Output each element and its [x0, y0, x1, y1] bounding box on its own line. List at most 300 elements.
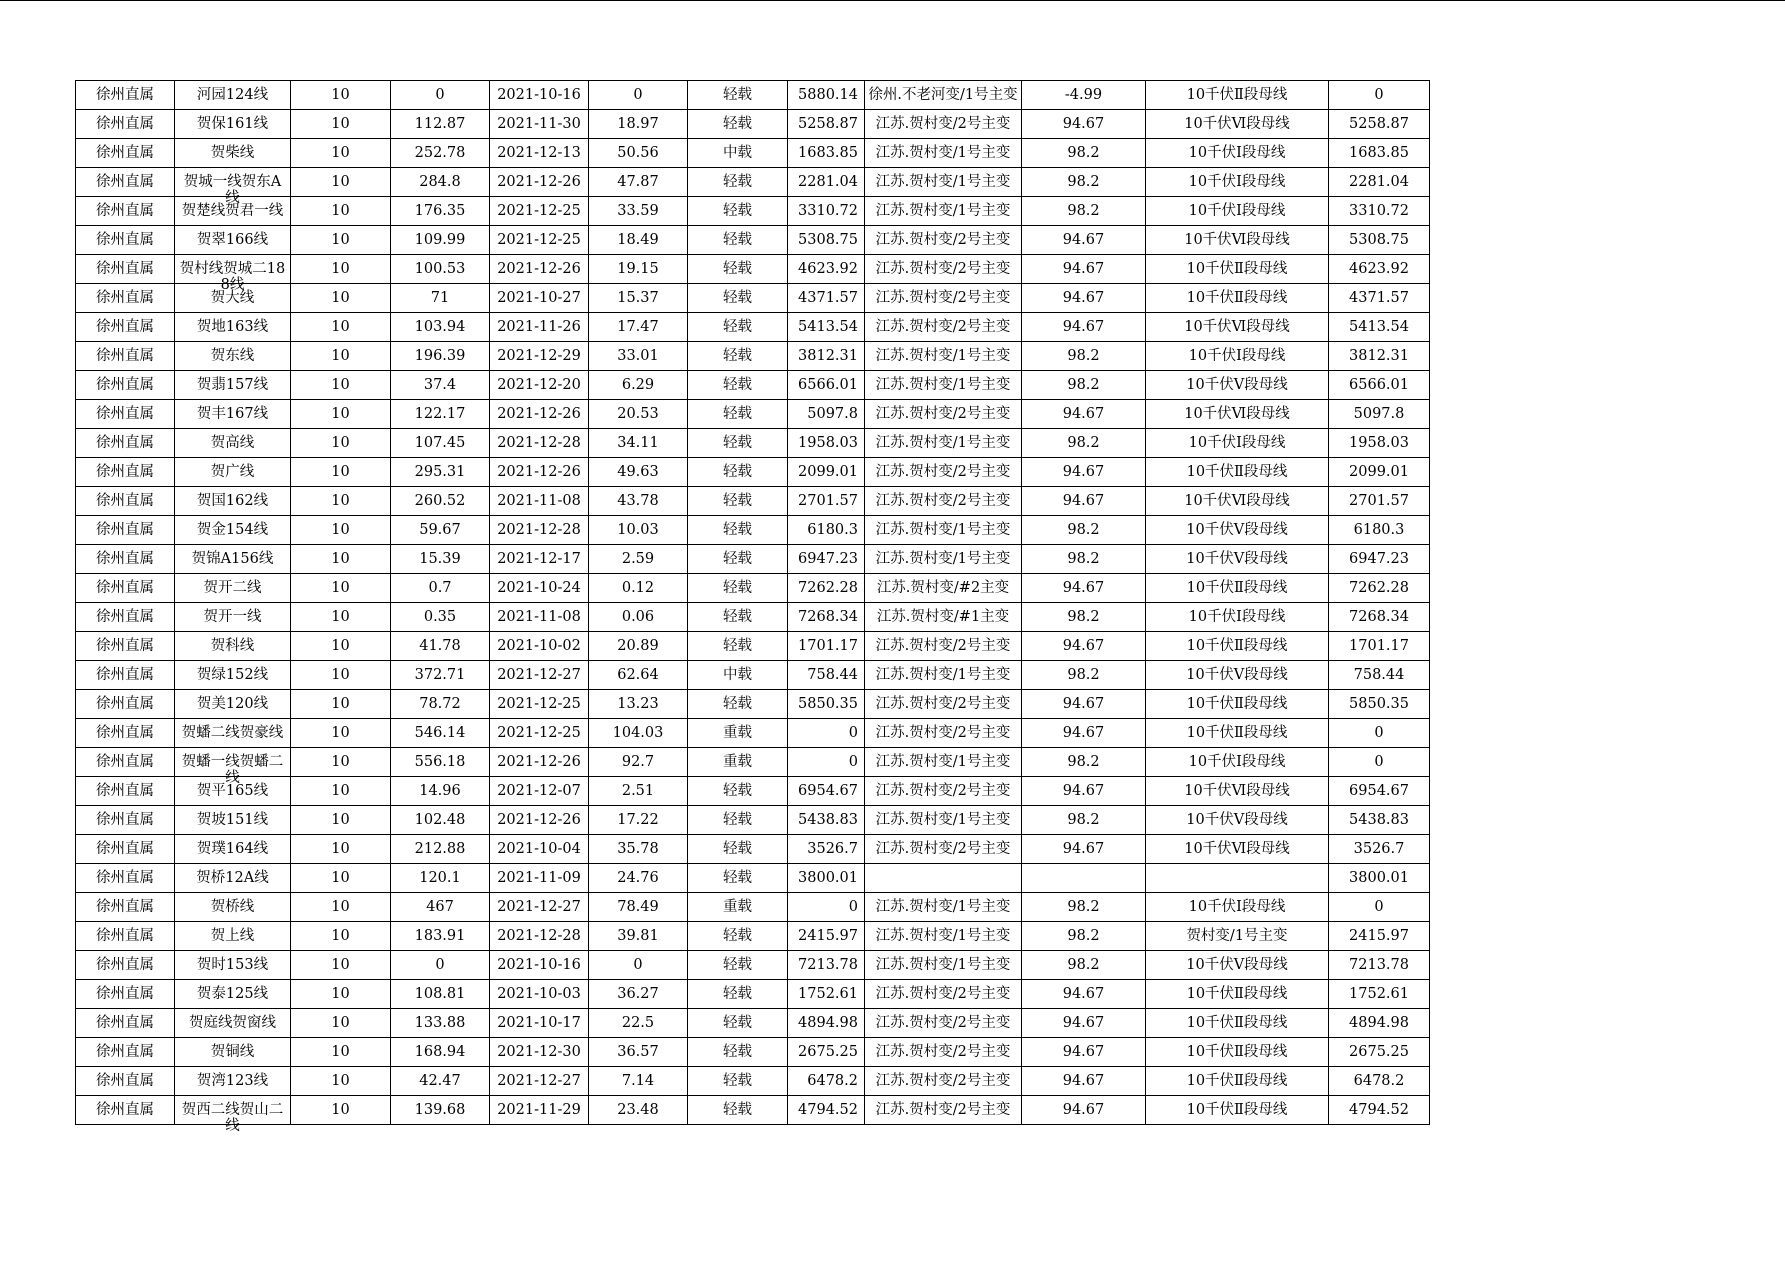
available-cell	[1329, 197, 1430, 226]
transformer-cell	[865, 168, 1022, 197]
busbar-cell	[1146, 168, 1329, 197]
available-cell	[1329, 371, 1430, 400]
date-cell	[490, 139, 589, 168]
line-name-text: 贺高线	[210, 435, 255, 451]
transformer-text: 江苏.贺村变/2号主变	[875, 696, 1011, 712]
load-rate-text: 2.59	[621, 551, 655, 567]
transformer-cell	[865, 893, 1022, 922]
available-text: 758.44	[1353, 667, 1405, 683]
capacity-cell	[788, 1096, 865, 1125]
load-rate-cell	[589, 458, 688, 487]
unit-cell	[76, 313, 175, 342]
date-text: 2021-11-09	[497, 870, 581, 886]
line-name-text: 贺金154线	[196, 522, 269, 538]
unit-text: 徐州直属	[96, 319, 154, 335]
line-name-cell	[175, 806, 291, 835]
load-rate-text: 15.37	[617, 290, 659, 306]
busbar-cell	[1146, 632, 1329, 661]
voltage-text: 10	[331, 783, 350, 799]
available-cell	[1329, 719, 1430, 748]
value-cell	[1022, 545, 1146, 574]
load-level-text: 重载	[723, 725, 752, 741]
voltage-text: 10	[331, 928, 350, 944]
load-level-text: 轻载	[723, 609, 752, 625]
current-cell	[391, 864, 490, 893]
busbar-cell	[1146, 81, 1329, 110]
unit-text: 徐州直属	[96, 957, 154, 973]
transformer-cell	[865, 922, 1022, 951]
unit-cell	[76, 893, 175, 922]
current-cell	[391, 458, 490, 487]
date-cell	[490, 226, 589, 255]
unit-text: 徐州直属	[96, 232, 154, 248]
voltage-text: 10	[331, 1073, 350, 1089]
line-name-text: 贺保161线	[196, 116, 269, 132]
load-rate-text: 18.49	[617, 232, 659, 248]
date-text: 2021-12-17	[497, 551, 581, 567]
load-rate-text: 18.97	[617, 116, 659, 132]
date-cell	[490, 603, 589, 632]
unit-text: 徐州直属	[96, 1102, 154, 1118]
busbar-cell	[1146, 719, 1329, 748]
available-cell	[1329, 226, 1430, 255]
value-text: 94.67	[1062, 493, 1105, 509]
date-cell	[490, 951, 589, 980]
value-cell	[1022, 574, 1146, 603]
capacity-text: 5850.35	[798, 696, 858, 712]
capacity-text: 2415.97	[798, 928, 858, 944]
unit-text: 徐州直属	[96, 725, 154, 741]
busbar-text: 10千伏Ⅵ段母线	[1184, 841, 1290, 857]
capacity-cell	[788, 226, 865, 255]
current-cell	[391, 719, 490, 748]
load-level-cell	[688, 342, 788, 371]
transformer-cell	[865, 139, 1022, 168]
value-text: 98.2	[1067, 435, 1100, 451]
busbar-cell	[1146, 110, 1329, 139]
available-text: 6566.01	[1349, 377, 1409, 393]
load-rate-text: 36.27	[617, 986, 659, 1002]
voltage-text: 10	[331, 754, 350, 770]
load-level-cell	[688, 690, 788, 719]
table-row	[76, 284, 1430, 313]
current-text: 546.14	[414, 725, 466, 741]
date-text: 2021-10-16	[497, 957, 581, 973]
busbar-cell	[1146, 487, 1329, 516]
busbar-text: 10千伏Ⅵ段母线	[1184, 783, 1290, 799]
line-name-text: 贺地163线	[196, 319, 269, 335]
voltage-cell	[291, 313, 391, 342]
table-row	[76, 893, 1430, 922]
transformer-text	[867, 864, 1019, 892]
available-text: 7262.28	[1349, 580, 1409, 596]
voltage-cell	[291, 429, 391, 458]
available-cell	[1329, 835, 1430, 864]
load-rate-text: 78.49	[617, 899, 659, 915]
value-cell	[1022, 661, 1146, 690]
capacity-text: 6478.2	[807, 1073, 858, 1089]
value-cell	[1022, 806, 1146, 835]
table-row	[76, 342, 1430, 371]
value-cell	[1022, 429, 1146, 458]
load-level-cell	[688, 400, 788, 429]
voltage-text: 10	[331, 696, 350, 712]
current-text: 0	[435, 957, 445, 973]
current-cell	[391, 574, 490, 603]
value-cell	[1022, 603, 1146, 632]
value-text: 94.67	[1062, 725, 1105, 741]
table-body	[76, 81, 1430, 1134]
date-text: 2021-12-27	[497, 1073, 581, 1089]
transformer-text: 江苏.贺村变/1号主变	[875, 377, 1011, 393]
value-text: 94.67	[1062, 841, 1105, 857]
capacity-text: 0	[848, 899, 858, 915]
capacity-text: 3800.01	[798, 870, 858, 886]
value-text: 98.2	[1067, 203, 1100, 219]
line-name-text: 贺西二线贺山二线	[181, 1102, 284, 1134]
capacity-cell	[788, 1038, 865, 1067]
load-level-text: 轻载	[723, 638, 752, 654]
load-rate-text: 6.29	[621, 377, 655, 393]
load-level-cell	[688, 371, 788, 400]
busbar-text: 10千伏Ⅴ段母线	[1186, 667, 1288, 683]
load-level-text: 轻载	[723, 928, 752, 944]
voltage-cell	[291, 1038, 391, 1067]
transformer-cell	[865, 429, 1022, 458]
available-cell	[1329, 1067, 1430, 1096]
transformer-text: 江苏.贺村变/1号主变	[875, 957, 1011, 973]
date-text: 2021-12-28	[497, 928, 581, 944]
available-text: 5308.75	[1349, 232, 1409, 248]
busbar-text: 10千伏Ⅱ段母线	[1186, 638, 1288, 654]
voltage-text: 10	[331, 667, 350, 683]
value-text: 94.67	[1062, 464, 1105, 480]
date-cell	[490, 313, 589, 342]
current-cell	[391, 545, 490, 574]
available-text: 3526.7	[1353, 841, 1405, 857]
capacity-cell	[788, 806, 865, 835]
current-text: 78.72	[419, 696, 461, 712]
busbar-cell	[1146, 603, 1329, 632]
capacity-text: 5308.75	[798, 232, 858, 248]
load-level-cell	[688, 429, 788, 458]
available-cell	[1329, 980, 1430, 1009]
busbar-cell	[1146, 197, 1329, 226]
line-name-text: 贺翡157线	[196, 377, 269, 393]
table-row	[76, 1096, 1430, 1125]
date-text: 2021-11-08	[497, 493, 581, 509]
unit-text: 徐州直属	[96, 145, 154, 161]
current-text: 15.39	[419, 551, 461, 567]
date-cell	[490, 777, 589, 806]
transformer-cell	[865, 400, 1022, 429]
transformer-text: 徐州.不老河变/1号主变	[868, 87, 1018, 103]
transformer-text: 江苏.贺村变/2号主变	[875, 319, 1011, 335]
date-text: 2021-12-26	[497, 812, 581, 828]
capacity-cell	[788, 748, 865, 777]
date-text: 2021-12-27	[497, 899, 581, 915]
value-cell	[1022, 1067, 1146, 1096]
value-cell	[1022, 777, 1146, 806]
load-level-cell	[688, 1096, 788, 1125]
line-name-text: 贺科线	[210, 638, 255, 654]
available-text: 1958.03	[1349, 435, 1409, 451]
available-cell	[1329, 487, 1430, 516]
date-text: 2021-11-26	[497, 319, 581, 335]
load-level-cell	[688, 1067, 788, 1096]
load-level-text: 重载	[723, 899, 752, 915]
unit-text: 徐州直属	[96, 928, 154, 944]
available-text: 3812.31	[1349, 348, 1409, 364]
transformer-cell	[865, 574, 1022, 603]
line-name-cell	[175, 226, 291, 255]
available-text: 4794.52	[1349, 1102, 1409, 1118]
date-text: 2021-12-30	[497, 1044, 581, 1060]
date-cell	[490, 922, 589, 951]
available-text: 4894.98	[1349, 1015, 1409, 1031]
transformer-cell	[865, 197, 1022, 226]
unit-text: 徐州直属	[96, 667, 154, 683]
unit-cell	[76, 1009, 175, 1038]
value-cell	[1022, 922, 1146, 951]
line-name-cell	[175, 835, 291, 864]
available-text: 7213.78	[1349, 957, 1409, 973]
current-cell	[391, 342, 490, 371]
transformer-cell	[865, 806, 1022, 835]
table-row	[76, 922, 1430, 951]
load-rate-text: 10.03	[617, 522, 659, 538]
value-text: 98.2	[1067, 145, 1100, 161]
value-cell	[1022, 110, 1146, 139]
available-cell	[1329, 690, 1430, 719]
value-text: 98.2	[1067, 348, 1100, 364]
date-cell	[490, 835, 589, 864]
date-text: 2021-11-08	[497, 609, 581, 625]
available-cell	[1329, 632, 1430, 661]
voltage-cell	[291, 748, 391, 777]
date-text: 2021-12-26	[497, 754, 581, 770]
unit-cell	[76, 139, 175, 168]
load-rate-cell	[589, 516, 688, 545]
transformer-text: 江苏.贺村变/2号主变	[875, 261, 1011, 277]
load-level-cell	[688, 516, 788, 545]
value-cell	[1022, 748, 1146, 777]
value-cell	[1022, 719, 1146, 748]
load-rate-text: 92.7	[621, 754, 655, 770]
table-row	[76, 951, 1430, 980]
current-cell	[391, 400, 490, 429]
unit-text: 徐州直属	[96, 638, 154, 654]
busbar-cell	[1146, 864, 1329, 893]
capacity-cell	[788, 1067, 865, 1096]
table-row	[76, 458, 1430, 487]
load-level-text: 轻载	[723, 319, 752, 335]
capacity-text: 3310.72	[798, 203, 858, 219]
load-level-text: 轻载	[723, 841, 752, 857]
capacity-text: 7213.78	[798, 957, 858, 973]
busbar-cell	[1146, 835, 1329, 864]
busbar-text: 10千伏Ⅴ段母线	[1186, 377, 1288, 393]
load-level-cell	[688, 1038, 788, 1067]
available-text: 5413.54	[1349, 319, 1409, 335]
value-cell	[1022, 893, 1146, 922]
table-row	[76, 371, 1430, 400]
transformer-text: 江苏.贺村变/2号主变	[875, 1102, 1011, 1118]
transformer-text: 江苏.贺村变/1号主变	[875, 667, 1011, 683]
load-rate-cell	[589, 922, 688, 951]
voltage-text: 10	[331, 203, 350, 219]
voltage-cell	[291, 922, 391, 951]
value-text: 98.2	[1067, 174, 1100, 190]
voltage-cell	[291, 690, 391, 719]
value-text: 98.2	[1067, 957, 1100, 973]
unit-cell	[76, 1038, 175, 1067]
current-cell	[391, 313, 490, 342]
unit-text: 徐州直属	[96, 899, 154, 915]
date-cell	[490, 574, 589, 603]
unit-text: 徐州直属	[96, 203, 154, 219]
busbar-text: 10千伏Ⅴ段母线	[1186, 522, 1288, 538]
line-name-cell	[175, 1038, 291, 1067]
busbar-cell	[1146, 574, 1329, 603]
transformer-cell	[865, 748, 1022, 777]
current-cell	[391, 893, 490, 922]
line-name-text: 贺铜线	[210, 1044, 255, 1060]
value-cell	[1022, 1038, 1146, 1067]
current-cell	[391, 777, 490, 806]
capacity-text: 2701.57	[798, 493, 858, 509]
transformer-text: 江苏.贺村变/2号主变	[875, 638, 1011, 654]
current-cell	[391, 951, 490, 980]
voltage-text: 10	[331, 348, 350, 364]
table-row	[76, 255, 1430, 284]
unit-cell	[76, 1096, 175, 1125]
voltage-cell	[291, 864, 391, 893]
line-name-text: 贺翠166线	[196, 232, 269, 248]
capacity-cell	[788, 893, 865, 922]
current-text: 556.18	[414, 754, 466, 770]
load-level-cell	[688, 255, 788, 284]
busbar-cell	[1146, 342, 1329, 371]
date-text: 2021-12-07	[497, 783, 581, 799]
load-rate-cell	[589, 632, 688, 661]
busbar-cell	[1146, 777, 1329, 806]
transformer-cell	[865, 226, 1022, 255]
transformer-cell	[865, 1009, 1022, 1038]
load-rate-cell	[589, 603, 688, 632]
transformer-text: 江苏.贺村变/1号主变	[875, 812, 1011, 828]
table-row	[76, 719, 1430, 748]
busbar-cell	[1146, 516, 1329, 545]
transformer-text: 江苏.贺村变/2号主变	[875, 1044, 1011, 1060]
available-cell	[1329, 429, 1430, 458]
busbar-cell	[1146, 980, 1329, 1009]
busbar-text: 10千伏Ⅰ段母线	[1188, 609, 1286, 625]
capacity-text: 4794.52	[798, 1102, 858, 1118]
table-row	[76, 313, 1430, 342]
current-cell	[391, 690, 490, 719]
unit-cell	[76, 545, 175, 574]
line-name-cell	[175, 574, 291, 603]
available-cell	[1329, 574, 1430, 603]
unit-cell	[76, 197, 175, 226]
table-row	[76, 574, 1430, 603]
line-name-cell	[175, 980, 291, 1009]
load-rate-cell	[589, 139, 688, 168]
transformer-text: 江苏.贺村变/1号主变	[875, 551, 1011, 567]
transformer-text: 江苏.贺村变/#1主变	[876, 609, 1010, 625]
unit-text: 徐州直属	[96, 174, 154, 190]
voltage-text: 10	[331, 870, 350, 886]
load-rate-text: 20.89	[617, 638, 659, 654]
transformer-text: 江苏.贺村变/1号主变	[875, 203, 1011, 219]
date-cell	[490, 255, 589, 284]
date-cell	[490, 545, 589, 574]
date-text: 2021-10-16	[497, 87, 581, 103]
busbar-text: 10千伏Ⅴ段母线	[1186, 812, 1288, 828]
line-name-cell	[175, 690, 291, 719]
line-name-text: 贺国162线	[196, 493, 269, 509]
load-level-cell	[688, 835, 788, 864]
load-level-text: 轻载	[723, 1073, 752, 1089]
busbar-text: 10千伏Ⅰ段母线	[1188, 899, 1286, 915]
load-rate-text: 62.64	[617, 667, 659, 683]
current-text: 107.45	[414, 435, 466, 451]
unit-text: 徐州直属	[96, 986, 154, 1002]
available-cell	[1329, 139, 1430, 168]
transformer-text: 江苏.贺村变/2号主变	[875, 1015, 1011, 1031]
load-rate-text: 104.03	[612, 725, 664, 741]
busbar-cell	[1146, 1009, 1329, 1038]
transformer-cell	[865, 1096, 1022, 1125]
current-text: 42.47	[419, 1073, 461, 1089]
current-text: 0.35	[423, 609, 457, 625]
available-text: 6180.3	[1353, 522, 1405, 538]
unit-cell	[76, 429, 175, 458]
voltage-text: 10	[331, 638, 350, 654]
load-level-cell	[688, 603, 788, 632]
busbar-text: 10千伏Ⅰ段母线	[1188, 754, 1286, 770]
busbar-cell	[1146, 226, 1329, 255]
current-text: 122.17	[414, 406, 466, 422]
capacity-cell	[788, 951, 865, 980]
load-rate-cell	[589, 371, 688, 400]
line-name-cell	[175, 168, 291, 206]
line-name-text: 贺村线贺城二188线	[179, 261, 286, 293]
available-text: 5438.83	[1349, 812, 1409, 828]
busbar-text: 10千伏Ⅱ段母线	[1186, 580, 1288, 596]
current-text: 196.39	[414, 348, 466, 364]
value-text: 98.2	[1067, 667, 1100, 683]
current-text: 372.71	[414, 667, 466, 683]
value-text: 94.67	[1062, 319, 1105, 335]
unit-cell	[76, 284, 175, 313]
capacity-text: 2281.04	[798, 174, 858, 190]
available-cell	[1329, 951, 1430, 980]
date-cell	[490, 690, 589, 719]
voltage-cell	[291, 400, 391, 429]
value-cell	[1022, 1096, 1146, 1125]
date-cell	[490, 458, 589, 487]
load-level-text: 轻载	[723, 464, 752, 480]
current-text: 108.81	[414, 986, 466, 1002]
transformer-cell	[865, 1067, 1022, 1096]
line-name-text: 贺湾123线	[196, 1073, 269, 1089]
voltage-cell	[291, 81, 391, 110]
transformer-text: 江苏.贺村变/1号主变	[875, 754, 1011, 770]
unit-cell	[76, 1067, 175, 1096]
capacity-cell	[788, 545, 865, 574]
